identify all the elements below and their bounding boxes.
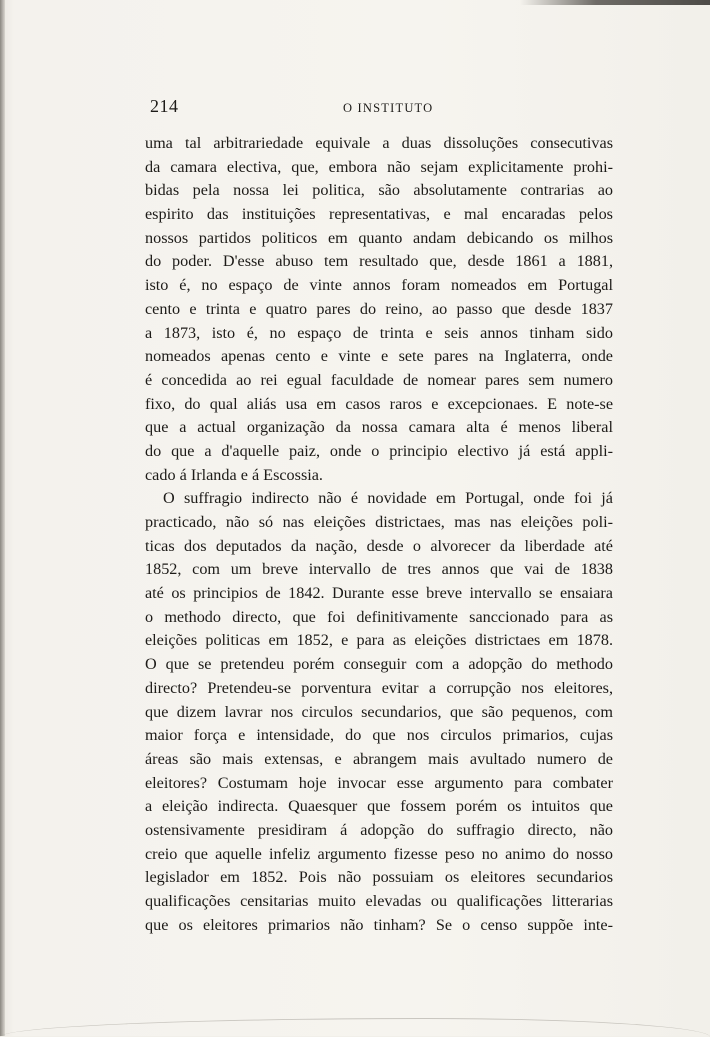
text-line: nomeados apenas cento e vinte e sete pares na Inglaterra, onde bbox=[145, 347, 613, 366]
text-line: cado á Irlanda e á Escossia. bbox=[145, 465, 323, 484]
text-line: é concedida ao rei egual faculdade de nomear pares sem numero bbox=[145, 370, 613, 389]
text-line: o methodo directo, que foi definitivamente sanccionado para as bbox=[145, 607, 613, 626]
text-line: a eleição indirecta. Quaesquer que fossem porém os intuitos que bbox=[145, 797, 613, 816]
text-line: O suffragio indirecto não é novidade em Portugal, onde foi já bbox=[163, 489, 613, 508]
text-line: que a actual organização da nossa camara alta é menos liberal bbox=[145, 418, 613, 437]
page-gutter-shadow bbox=[0, 0, 5, 1036]
text-line: qualificações censitarias muito elevadas ou qualificações litterarias bbox=[145, 892, 613, 910]
page-header bbox=[145, 96, 613, 120]
text-line: bidas pela nossa lei politica, são absolutamente contrarias ao bbox=[145, 181, 613, 200]
text-line: eleitores? Costumam hoje invocar esse argumento para combater bbox=[145, 773, 613, 792]
text-line: O que se pretendeu porém conseguir com a adopção do methodo bbox=[145, 655, 613, 674]
text-line: eleições politicas em 1852, e para as eleições districtaes em 1878. bbox=[145, 631, 613, 650]
page-bottom-curve bbox=[0, 1018, 710, 1037]
text-line: espirito das instituições representativas, e mal encaradas pelos bbox=[145, 205, 613, 224]
text-line: que os eleitores primarios não tinham? Se o censo suppõe inte- bbox=[145, 915, 613, 934]
running-title: O INSTITUTO bbox=[343, 101, 434, 115]
text-line: 1852, com um breve intervallo de tres annos que vai de 1838 bbox=[145, 560, 613, 579]
text-line: que dizem lavrar nos circulos secundarios, que são pequenos, com bbox=[145, 702, 613, 721]
text-line: a 1873, isto é, no espaço de trinta e seis annos tinham sido bbox=[145, 323, 613, 342]
text-line: do que a d'aquelle paiz, onde o principio electivo já está appli- bbox=[145, 441, 613, 460]
text-line: legislador em 1852. Pois não possuiam os eleitores secundarios bbox=[145, 868, 613, 887]
text-line: maior força e intensidade, do que nos circulos primarios, cujas bbox=[145, 726, 613, 745]
text-line: do poder. D'esse abuso tem resultado que, desde 1861 a 1881, bbox=[145, 252, 613, 271]
text-line: até os principios de 1842. Durante esse breve intervallo se ensaiara bbox=[145, 584, 613, 603]
text-line: ostensivamente presidiram á adopção do suffragio directo, não bbox=[145, 820, 613, 839]
text-line: directo? Pretendeu-se porventura evitar a corrupção nos eleitores, bbox=[145, 678, 613, 697]
text-line: ticas dos deputados da nação, desde o alvorecer da liberdade até bbox=[145, 536, 613, 555]
text-line: practicado, não só nas eleições districtaes, mas nas eleições poli- bbox=[145, 513, 613, 531]
text-line: da camara electiva, que, embora não sejam explicitamente prohi- bbox=[145, 157, 613, 176]
text-line: isto é, no espaço de vinte annos foram nomeados em Portugal bbox=[145, 276, 613, 295]
text-line: creio que aquelle infeliz argumento fizesse peso no animo do nosso bbox=[145, 844, 613, 863]
text-line: nossos partidos politicos em quanto andam debicando os milhos bbox=[145, 228, 613, 247]
text-line: áreas são mais extensas, e abrangem mais avultado numero de bbox=[145, 749, 613, 768]
page-top-edge bbox=[520, 0, 710, 5]
text-line: cento e trinta e quatro pares do reino, ao passo que desde 1837 bbox=[145, 299, 613, 318]
text-line: fixo, do qual aliás usa em casos raros e excepcionaes. E note-se bbox=[145, 394, 613, 413]
page-number: 214 bbox=[150, 96, 179, 116]
text-line: uma tal arbitrariedade equivale a duas dissoluções consecutivas bbox=[145, 134, 613, 152]
body-text bbox=[145, 132, 613, 937]
